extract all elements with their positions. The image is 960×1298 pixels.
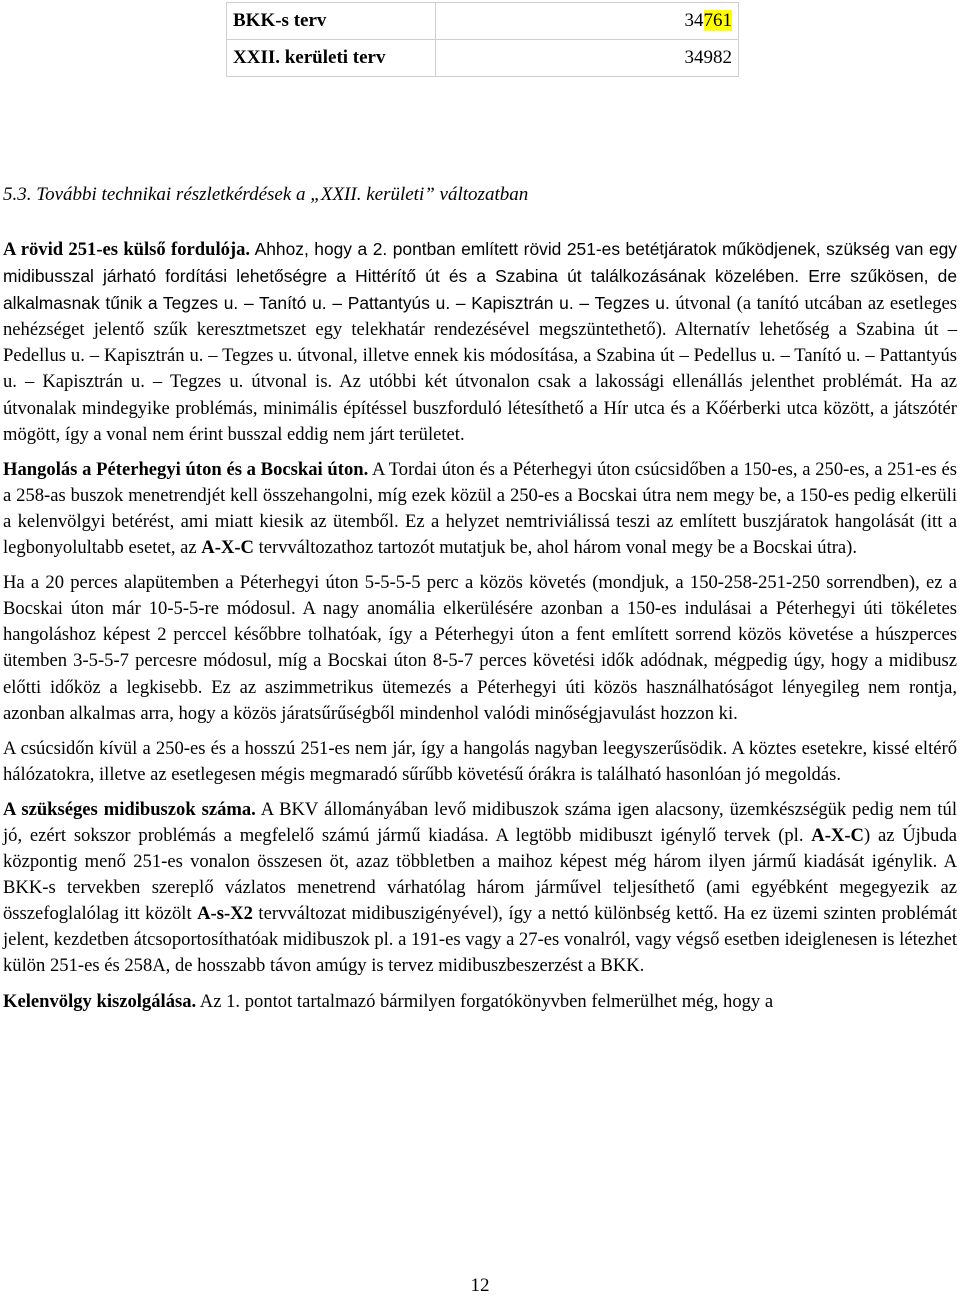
value-part: 34 — [684, 10, 704, 31]
plan-variant: A-s-X2 — [197, 903, 253, 925]
section-heading: 5.3. További technikai részletkérdések a „XXII. kerületi” változatban — [3, 184, 529, 205]
paragraph-kelenvolgy — [3, 989, 957, 1015]
row-label: BKK-s terv — [227, 3, 436, 40]
paragraph-text: útvonal (a tanító utcában az esetleges nehézséget jelentő szűk keresztmetszet egy telekhatár rendezésével megszüntethető). Alternatív lehetőség a Szabina út – Pedellus u. – Kapisztrán u. – Tegzes u. útvonal, illetve ennek kis módosítása, a Szabina út – Pedellus u. – Tanító u. – Pattantyús u. – Kapisztrán u. – Tegzes u. útvonal is. Az utóbbi két útvonalon csak a lakossági ellenállás jelenthet problémát. Ha az útvonalak mindegyike problémás, minimális építéssel buszforduló létesíthető a Hír utca és a Kőérberki utca között, a játszótér mögött, így a vonal nem érint busszal eddig nem járt területet. — [3, 293, 958, 445]
plan-variant: A-X-C — [201, 537, 254, 559]
paragraph-timetable-coordination — [3, 457, 957, 561]
page-number: 12 — [470, 1275, 490, 1296]
row-value: 34982 — [436, 40, 739, 77]
plan-comparison-table — [226, 2, 739, 77]
paragraph-midibus-count — [3, 797, 957, 980]
paragraph-lead: A rövid 251-es külső fordulója. — [3, 239, 251, 260]
table-row — [227, 3, 739, 40]
plan-variant: A-X-C — [811, 824, 864, 846]
paragraph-short-251-turnaround — [3, 236, 957, 448]
paragraph-text: Ahhoz, hogy a 2. pontban említett rövid 251-es betétjáratok működjenek, szükség van egy midibusszal járható fordítási lehetőségre a Hittérítő út és a Szabina út találkozásának közelében. Erre szűkösen, de alkalmasnak tűnik a Tegzes u. – Tanító u. – Pattantyús u. – Kapisztrán u. – Tegzes u. — [3, 239, 957, 314]
paragraph-lead: A szükséges midibuszok száma. — [3, 798, 256, 820]
body-text — [3, 236, 957, 1024]
paragraph-text: tervváltozathoz tartozót mutatjuk be, ahol három vonal megy be a Bocskai útra). — [253, 537, 858, 559]
paragraph-text: Az 1. pontot tartalmazó bármilyen forgatókönyvben felmerülhet még, hogy a — [196, 990, 774, 1012]
paragraph-text: ) az Újbuda központig menő 251-es vonalon összesen öt, azaz többletben a maihoz képest még három ilyen jármű kiadását igénylik. A BKK-s tervekben szereplő vázlatos menetrend várhatólag három járművel teljesíthető (ami egyébként megegyezik az összefoglalólag itt közölt — [3, 824, 957, 925]
paragraph-text: A BKV állományában levő midibuszok száma igen alacsony, üzemkészségük pedig nem túl jó, ezért sokszor problémás a megfelelő számú jármű kiadása. A legtöbb midibuszt igénylő tervek (pl. — [3, 798, 957, 846]
paragraph-headway: Ha a 20 perces alapütemben a Péterhegyi úton 5-5-5-5 perc a közös követés (mondjuk, a 150-258-251-250 sorrendben), ez a Bocskai úton már 10-5-5-re módosul. A nagy anomália elkerülésére azonban a 150-es indulásai a Péterhegyi úti tökéletes hangoláshoz képest 2 perccel későbbre tolhatóak, így a Péterhegyi úton a fent említett sorrend közös követése a húszperces ütemben 3-5-5-7 percesre módosul, míg a Bocskai úton 8-5-7 perces követési idők adódnak, mégpedig úgy, hogy a midibusz előtti időköz a legkisebb. Ez az aszimmetrikus ütemezés a Péterhegyi úti közös használhatóságot lényegileg nem rontja, azonban alkalmas arra, hogy a közös járatsűrűségből mindenhol valódi minőségjavulást hozzon ki. — [3, 572, 957, 724]
paragraph-text: tervváltozat midibuszigényével), így a nettó különbség kettő. Ha ez üzemi szinten problémát jelent, kezdetben átcsoportosíthatóak midibuszok pl. a 191-es vagy a 27-es vonalról, vagy végső esetben ideiglenesen is létezhet külön 251-es és 258A, de hosszabb távon amúgy is tervez midibuszbeszerzést a BKK. — [3, 903, 958, 977]
paragraph-text: A Tordai úton és a Péterhegyi úton csúcsidőben a 150-es, a 250-es, a 251-es és a 258-as buszok menetrendjét kell összehangolni, míg ezek közül a 250-es a Bocskai útra nem megy be, a 150-es pedig elkerüli a kelenvölgyi betérést, ami miatt kiesik az ütemből. Ez a helyzet nemtriviálissá teszi az említett buszjáratok hangolását (itt a legbonyolultabb esetet, az — [3, 458, 957, 559]
table-row — [227, 40, 739, 77]
paragraph-lead: Kelenvölgy kiszolgálása. — [3, 990, 197, 1012]
paragraph-offpeak: A csúcsidőn kívül a 250-es és a hosszú 251-es nem jár, így a hangolás nagyban leegyszerűsödik. A köztes esetekre, kissé eltérő hálózatokra, illetve az esetlegesen mégis megmaradó sűrűbb követésű órákra is található hasonlóan jó megoldás. — [3, 737, 957, 785]
row-value — [436, 3, 739, 40]
paragraph-lead: Hangolás a Péterhegyi úton és a Bocskai úton. — [3, 458, 369, 480]
highlighted-value-part: 761 — [703, 10, 732, 31]
row-label: XXII. kerületi terv — [227, 40, 436, 77]
